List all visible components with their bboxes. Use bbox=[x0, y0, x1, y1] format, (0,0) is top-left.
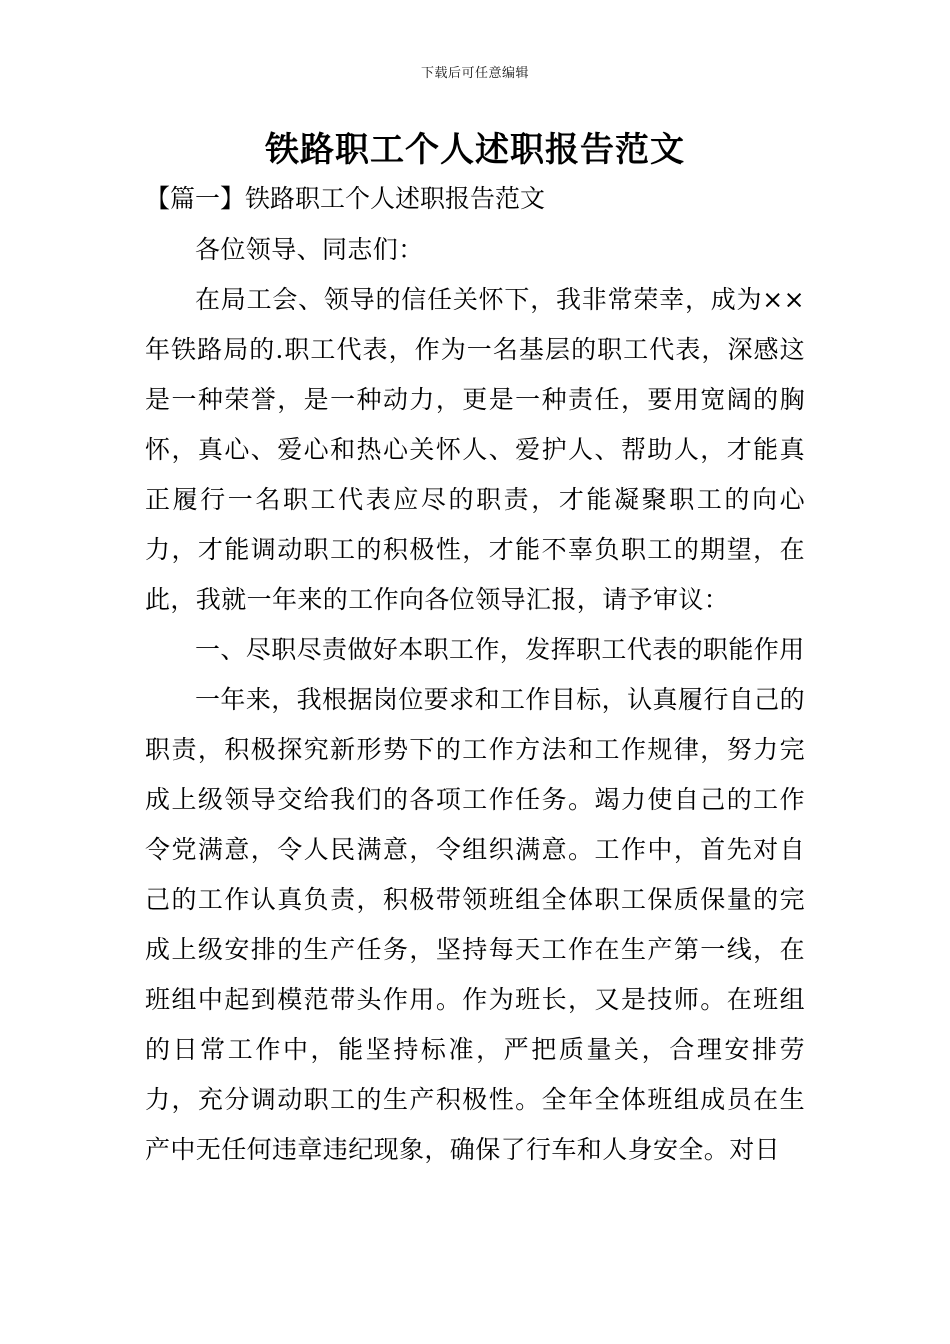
document-title: 铁路职工个人述职报告范文 bbox=[265, 130, 685, 170]
intro-paragraph: 在局工会、领导的信任关怀下，我非常荣幸，成为××年铁路局的.职工代表，作为一名基层的职工代表，深感这是一种荣誉，是一种动力，更是一种责任，要用宽阔的胸怀，真心、爱心和热心关怀人、爱护人、帮助人，才能真正履行一名职工代表应尽的职责，才能凝聚职工的向心力，才能调动职工的积极性，才能不辜负职工的期望，在此，我就一年来的工作向各位领导汇报，请予审议： bbox=[145, 285, 805, 614]
subsection-heading-paragraph: 一、尽职尽责做好本职工作，发挥职工代表的职能作用 bbox=[195, 635, 805, 664]
section-heading: 【篇一】铁路职工个人述职报告范文 bbox=[145, 184, 546, 213]
work-summary-paragraph: 一年来，我根据岗位要求和工作目标，认真履行自己的职责，积极探究新形势下的工作方法和工作规律，努力完成上级领导交给我们的各项工作任务。竭力使自己的工作令党满意，令人民满意，令组织满意。工作中，首先对自己的工作认真负责，积极带领班组全体职工保质保量的完成上级安排的生产任务，坚持每天工作在生产第一线，在班组中起到模范带头作用。作为班长，又是技师。在班组的日常工作中，能坚持标准，严把质量关，合理安排劳力，充分调动职工的生产积极性。全年全体班组成员在生产中无任何违章违纪现象，确保了行车和人身安全。对日 bbox=[145, 685, 805, 1164]
page-header-note: 下载后可任意编辑 bbox=[420, 66, 529, 81]
document-body bbox=[145, 225, 805, 1175]
salutation-paragraph: 各位领导、同志们： bbox=[195, 235, 424, 264]
